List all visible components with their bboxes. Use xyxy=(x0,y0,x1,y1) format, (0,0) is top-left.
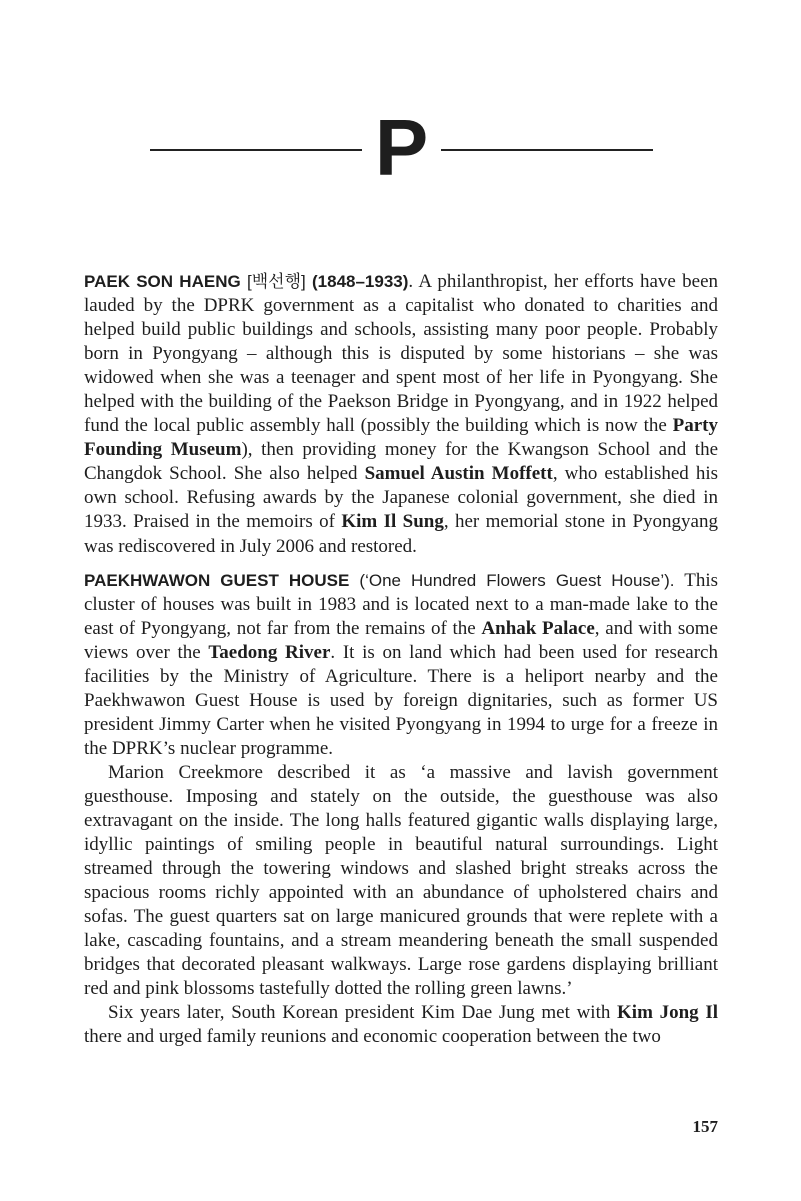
page-number: 157 xyxy=(692,1117,718,1136)
entry-paragraph xyxy=(84,569,718,761)
section-letter: P xyxy=(374,103,429,192)
entry-paragraph: Marion Creekmore described it as ‘a massive and lavish government guesthouse. Imposing and stately on the outside, the guesthouse was also extravagant on the inside. The long halls featured gigantic walls displaying large, idyllic paintings of smiling people in beautiful natural surroundings. Light streamed through the towering windows and slashed bright streaks across the spacious rooms richly appointed with an abundance of upholstered chairs and sofas. The guest quarters sat on large manicured grounds that were replete with a lake, cascading fountains, and a stream meandering beneath the small suspended bridges that decorated pleasant walkways. Large rose gardens displaying brilliant red and pink blossoms tastefully dotted the rolling green lawns.’ xyxy=(84,761,718,1000)
entry-text: . A philanthropist, her efforts have been lauded by the DPRK government as a capitalist who donated to charities and helped build public buildings and schools, assisting many poor people. Probably born in Pyongyang – although this is disputed by some historians – she was widowed when she was a teenager and spent most of her life in Pyongyang. She helped with the building of the Paekson Bridge in Pyongyang, and in 1922 helped fund the local public assembly hall (possibly the building which is now the xyxy=(84,271,719,437)
entry-text: This cluster of houses was built in 1983 and is located next to a man-made lake to the east of Pyongyang, not far from the remains of the xyxy=(84,569,719,639)
left-rule xyxy=(150,149,362,151)
entry-headword: PAEK SON HAENG xyxy=(84,272,241,291)
entry-text: , and with some views over the xyxy=(84,617,718,663)
cross-reference: Party Founding Museum xyxy=(84,415,718,461)
page-body xyxy=(84,270,718,1050)
entry-headword: PAEKHWAWON GUEST HOUSE xyxy=(84,570,350,590)
section-letter-header xyxy=(150,105,653,195)
cross-reference: Anhak Palace xyxy=(481,617,595,639)
entry-paragraph xyxy=(84,1001,718,1049)
cross-reference: Kim Jong Il xyxy=(617,1002,719,1024)
korean-name: [백선행] xyxy=(247,272,306,291)
cross-reference: Kim Il Sung xyxy=(341,511,444,533)
entry-text: Six years later, South Korean president Kim Dae Jung met with xyxy=(108,1002,618,1024)
entry-text: , who established his own school. Refusing awards by the Japanese colonial government, she died in 1933. Praised in the memoirs of xyxy=(84,463,718,533)
right-rule xyxy=(441,149,653,151)
cross-reference: Taedong River xyxy=(208,641,331,663)
entry-text: , her memorial stone in Pyongyang was rediscovered in July 2006 and restored. xyxy=(84,511,718,557)
entry-text: there and urged family reunions and economic cooperation between the two xyxy=(84,1026,661,1048)
entry-dates: (1848–1933) xyxy=(312,272,409,291)
entry-paek-son-haeng xyxy=(84,270,718,559)
entry-paekhwawon-guest-house xyxy=(84,569,718,1050)
cross-reference: Samuel Austin Moffett xyxy=(364,463,553,485)
entry-gloss: (‘One Hundred Flowers Guest House’). xyxy=(359,570,675,590)
entry-paragraph xyxy=(84,270,718,559)
entry-text: ), then providing money for the Kwangson School and the Changdok School. She also helped xyxy=(84,439,719,485)
entry-text: . It is on land which had been used for research facilities by the Ministry of Agriculture. There is a heliport nearby and the Paekhwawon Guest House is used by foreign dignitaries, such as former US president Jimmy Carter when he visited Pyongyang in 1994 to urge for a freeze in the DPRK’s nuclear programme. xyxy=(84,641,718,759)
